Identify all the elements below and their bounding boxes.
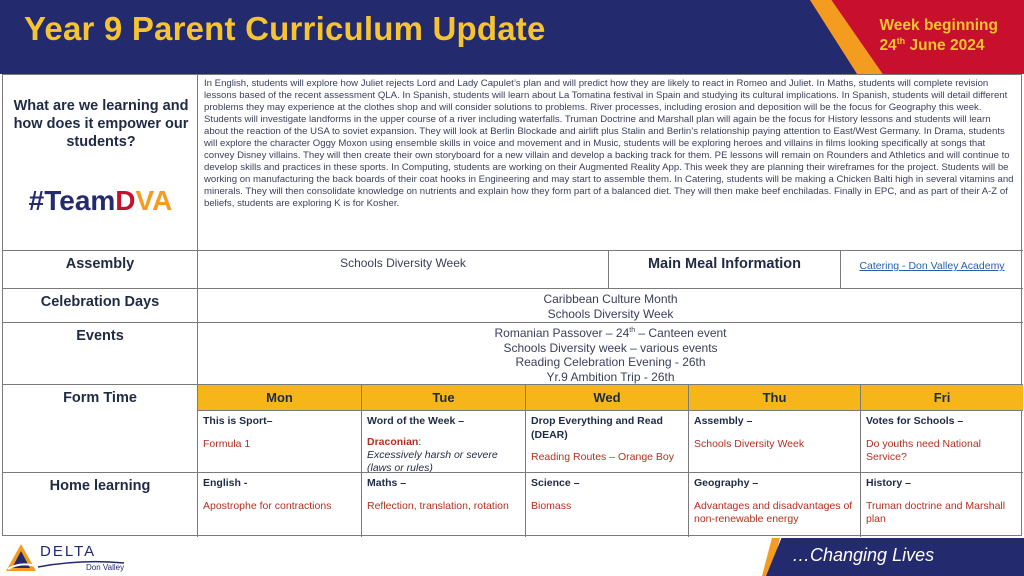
day-header-mon: Mon [198,385,362,411]
form-time-body: Formula 1 [203,437,251,450]
event-line: Schools Diversity week – various events [503,340,718,355]
day-header-thu: Thu [689,385,861,411]
home-learning-heading: History – [866,477,911,489]
home-learning-label: Home learning [3,473,198,537]
events-value [198,323,1023,385]
celebration-line: Schools Diversity Week [547,306,674,321]
home-learning-body: Biomass [531,499,572,512]
celebration-label: Celebration Days [3,289,198,323]
form-time-thu [689,411,861,473]
form-time-fri [861,411,1023,473]
home-learning-heading: Maths – [367,477,407,489]
footer-tagline: …Changing Lives [792,545,935,565]
home-learning-heading: Science – [531,477,580,489]
form-time-tue [362,411,526,473]
catering-link[interactable]: Catering - Don Valley Academy [859,260,1005,272]
home-learning-mon [198,473,362,537]
form-time-heading: Word of the Week – [367,415,465,427]
week-label: Week beginning [879,17,998,34]
home-learning-body: Apostrophe for contractions [203,499,332,512]
home-learning-body: Advantages and disadvantages of non-renewable energy [694,499,853,525]
home-learning-heading: Geography – [694,477,759,489]
main-meal-label: Main Meal Information [609,251,841,289]
intro-question-cell [3,75,198,251]
page-title: Year 9 Parent Curriculum Update [24,10,546,47]
event-line: Reading Celebration Evening - 26th [515,355,706,369]
delta-logo [6,541,126,576]
curriculum-summary: In English, students will explore how Juliet rejects Lord and Lady Capulet’s plan and will predict how they are likely to react in Romeo and Juliet. In Maths, students will complete revision lessons based of the recent assessment QLA. In Spanish, students will learn about La Tomatina festival in Spain and studying its cultural implications. In Spanish, students will detail different problems they may experience at the clothes shop and will consider solutions to problems. River processes, including erosion and deposition will be the focus for Geography this week. Students will investigate landforms in the upper course of a river including waterfalls. Truman Doctrine and Marshall plan will again be the focus for History lessons and students will learn about the reaction of the USA to soviet expansion. They will look at Berlin Blockade and airlift plus Stalin and Berlin’s relationship paying attention to East/West Germany. In Drama, students will explore the character Oggy Moxon using ensemble skills in voice and movement and in Music, students will be exploring heroes and villains in films looking specifically at songs that convey Disney villains. They will then create their own storyboard for a new villain and develop a backing track for them. PE lessons will remain on Rounders and Athletics and will continue to develop skills and practices in these sports. In Computing, students are working on their Augmented Reality App. This week they are planning their wireframes for the project. Students will be working on manufacturing the back boards of their coat hooks in Engineering and may start to assemble them. In Catering, students will be making a Chicken Balti high in several vitamins and minerals. They will then consolidate knowledge on nutrients and explain how they form part of a balanced diet. They will then make beef enchiladas. Finally in EPC, and as part of their A-Z of beliefs, students are exploring K is for Kosher. [198,75,1023,251]
word-of-week: Draconian: [367,435,422,448]
form-time-label: Form Time [3,385,198,473]
header-banner [0,0,1024,74]
delta-logo-text: DELTA [40,543,97,560]
home-learning-wed [526,473,689,537]
events-label: Events [3,323,198,385]
home-learning-tue [362,473,526,537]
form-time-body: Reading Routes – Orange Boy [531,451,675,463]
home-learning-body: Reflection, translation, rotation [367,499,509,512]
event-line: Yr.9 Ambition Trip - 26th [546,369,675,384]
form-time-body: Do youths need National Service? [866,437,981,463]
team-dva-hashtag: #TeamDVA [28,185,173,216]
form-time-heading: Votes for Schools – [866,415,964,427]
assembly-value: Schools Diversity Week [198,251,609,289]
home-learning-fri [861,473,1023,537]
form-time-heading: Drop Everything and Read (DEAR) [531,415,663,441]
main-meal-cell [841,251,1023,289]
celebration-line: Caribbean Culture Month [543,292,678,306]
delta-logo-subtitle: Don Valley [86,563,125,572]
form-time-mon [198,411,362,473]
day-header-wed: Wed [526,385,689,411]
celebration-value [198,289,1023,323]
word-definition: Excessively harsh or severe (laws or rules) [367,449,498,473]
intro-question: What are we learning and how does it empower our students? [13,98,189,150]
week-date: 24th June 2024 [879,35,985,54]
home-learning-heading: English - [203,477,248,489]
day-header-tue: Tue [362,385,526,411]
form-time-body: Schools Diversity Week [694,437,805,450]
day-header-fri: Fri [861,385,1023,411]
form-time-heading: Assembly – [694,415,753,427]
week-beginning [879,16,998,56]
delta-triangle-icon [6,541,40,575]
form-time-heading: This is Sport– [203,415,273,427]
curriculum-table [2,74,1022,536]
form-time-wed [526,411,689,473]
event-line: Romanian Passover – 24th – Canteen event [494,326,727,340]
assembly-label: Assembly [3,251,198,289]
home-learning-body: Truman doctrine and Marshall plan [866,499,1006,525]
home-learning-thu [689,473,861,537]
